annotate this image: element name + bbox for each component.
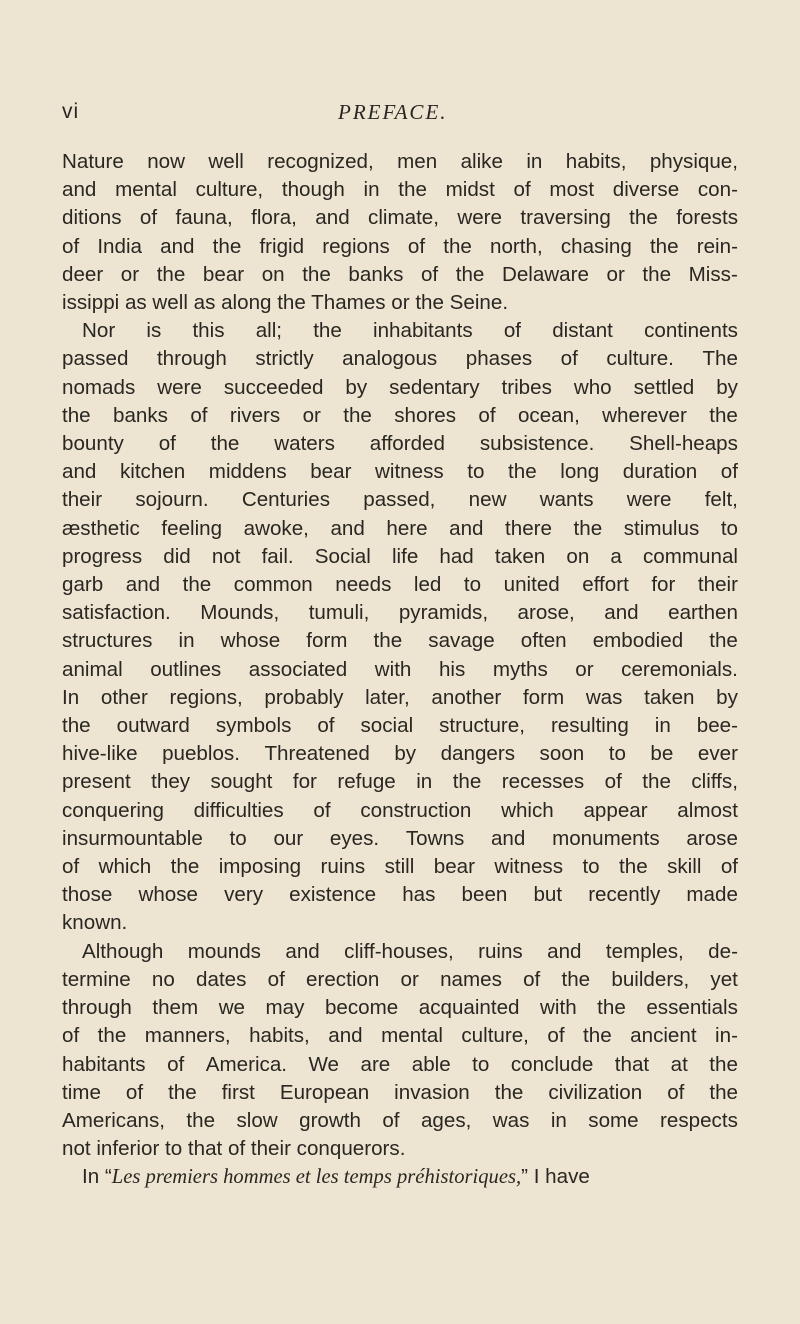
text-line: nomads were succeeded by sedentary tribes who settled by (62, 375, 738, 399)
text-line: those whose very existence has been but recently made (62, 883, 738, 907)
text-line: conquering difficulties of construction which appear almost (62, 798, 738, 822)
page-number: vi (62, 100, 80, 123)
text-line: Nor is this all; the inhabitants of distant continents (82, 319, 738, 343)
text-line: issippi as well as along the Thames or the Seine. (62, 291, 509, 315)
text-line: time of the first European invasion the civilization of the (62, 1080, 738, 1104)
text-line: satisfaction. Mounds, tumuli, pyramids, arose, and earthen (62, 601, 738, 625)
text-line: habitants of America. We are able to conclude that at the (62, 1052, 738, 1076)
text-line: structures in whose form the savage often embodied the (62, 629, 738, 653)
text-line: In other regions, probably later, another form was taken by (62, 685, 738, 709)
text-line: passed through strictly analogous phases of culture. The (62, 347, 738, 371)
text-line: ditions of fauna, flora, and climate, were traversing the forests (62, 206, 738, 230)
page-header (0, 100, 800, 140)
running-title: PREFACE. (338, 100, 448, 124)
text-line: known. (62, 911, 128, 935)
final-line-prefix: In “ (82, 1165, 112, 1189)
text-line: of which the imposing ruins still bear witness to the skill of (62, 855, 738, 879)
text-line: bounty of the waters afforded subsistence. Shell-heaps (62, 432, 738, 456)
text-line: termine no dates of erection or names of the builders, yet (62, 967, 738, 991)
text-line: insurmountable to our eyes. Towns and monuments arose (62, 826, 738, 850)
text-line: progress did not fail. Social life had taken on a communal (62, 544, 738, 568)
text-line: Americans, the slow growth of ages, was in some respects (62, 1108, 738, 1132)
text-line: hive-like pueblos. Threatened by dangers soon to be ever (62, 742, 738, 766)
body-text (62, 148, 738, 1192)
text-line: the banks of rivers or the shores of ocean, wherever the (62, 403, 738, 427)
text-line: deer or the bear on the banks of the Delaware or the Miss- (62, 262, 738, 286)
text-line: Although mounds and cliff-houses, ruins and temples, de- (82, 939, 738, 963)
text-line: the outward symbols of social structure, resulting in bee- (62, 714, 738, 738)
text-line: of the manners, habits, and mental culture, of the ancient in- (62, 1024, 738, 1048)
text-line: æsthetic feeling awoke, and here and there the stimulus to (62, 516, 738, 540)
text-line: their sojourn. Centuries passed, new wants were felt, (62, 488, 738, 512)
text-line: animal outlines associated with his myths or ceremonials. (62, 657, 738, 681)
text-line: Nature now well recognized, men alike in habits, physique, (62, 150, 738, 173)
text-line: and mental culture, though in the midst of most diverse con- (62, 178, 738, 202)
text-line-final (62, 1163, 738, 1191)
text-line: present they sought for refuge in the recesses of the cliffs, (62, 770, 738, 794)
final-line-suffix: ” I have (521, 1165, 590, 1189)
text-line: of India and the frigid regions of the north, chasing the rein- (62, 234, 738, 258)
book-title-italic: Les premiers hommes et les temps préhistoriques, (111, 1166, 522, 1189)
text-line: garb and the common needs led to united effort for their (62, 573, 738, 597)
text-line: through them we may become acquainted with the essentials (62, 996, 738, 1020)
text-line: and kitchen middens bear witness to the long duration of (62, 460, 738, 484)
text-line: not inferior to that of their conquerors. (62, 1137, 406, 1161)
